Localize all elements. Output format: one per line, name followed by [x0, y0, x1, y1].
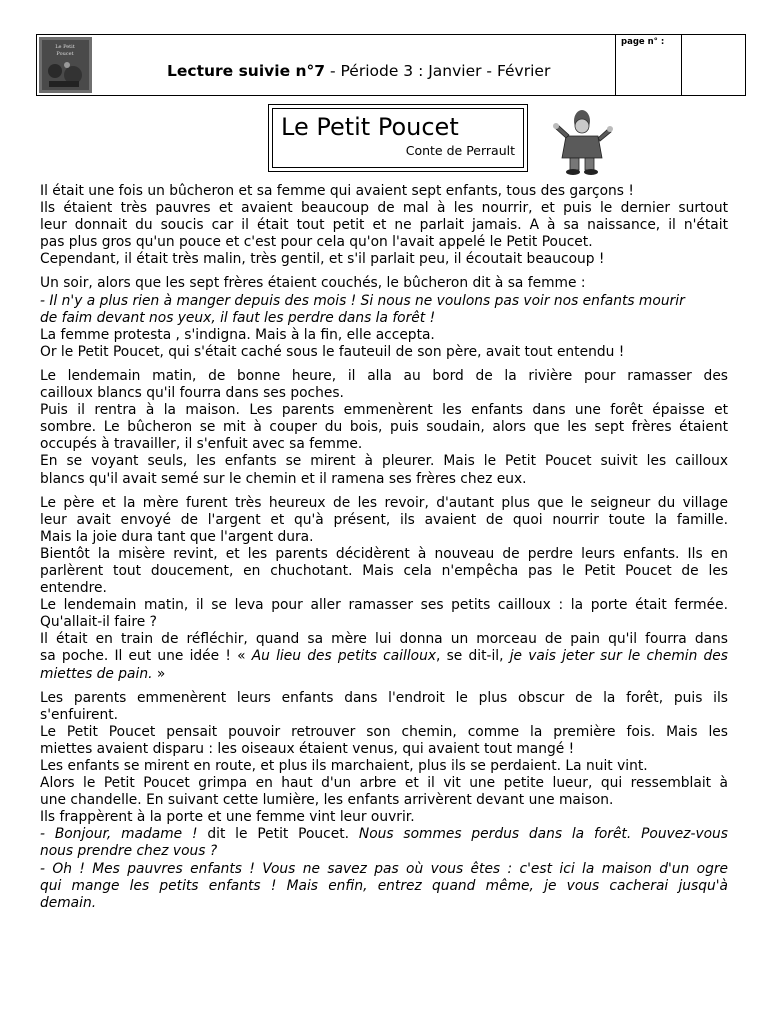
story-line: Le père et la mère furent très heureux de les revoir, d'autant plus que le seigneur du village: [40, 494, 728, 511]
story-line: Le lendemain matin, de bonne heure, il alla au bord de la rivière pour ramasser des: [40, 367, 728, 384]
page-number-field: [681, 35, 745, 95]
story-line: Ils frappèrent à la porte et une femme vint leur ouvrir.: [40, 809, 415, 826]
story-line: [40, 666, 728, 683]
story-line: Alors le Petit Poucet grimpa en haut d'un arbre et il vit une petite lueur, qui ressemblait à: [40, 775, 728, 792]
story-line: - Il n'y a plus rien à manger depuis des mois ! Si nous ne voulons pas voir nos enfants mourir: [40, 292, 685, 309]
story-line: Or le Petit Poucet, qui s'était caché sous le fauteuil de son père, avait tout entendu !: [40, 343, 625, 360]
story-line: Les parents emmenèrent leurs enfants dans l'endroit le plus obscur de la forêt, puis ils: [40, 689, 728, 706]
story-line: [40, 826, 728, 843]
story-line: Le lendemain matin, il se leva pour aller ramasser ses petits cailloux : la porte était fermée.: [40, 597, 728, 614]
story-title-box: [268, 104, 528, 172]
story-text: [40, 183, 728, 919]
story-paragraph: [40, 183, 728, 268]
story-line: La femme protesta , s'indigna. Mais à la fin, elle accepta.: [40, 326, 435, 343]
story-line: sombre. Le bûcheron se mit à couper du bois, puis soudain, alors que les sept frères étaient: [40, 419, 728, 436]
story-title: Le Petit Poucet: [281, 113, 459, 141]
book-cover-image: [39, 37, 92, 93]
story-text-run: »: [152, 665, 166, 682]
story-text-run: miettes de pain.: [40, 665, 153, 682]
story-line: Un soir, alors que les sept frères étaient couchés, le bûcheron dit à sa femme :: [40, 275, 586, 292]
story-line: pas plus gros qu'un pouce et c'est pour cela qu'on l'avait appelé le Petit Poucet.: [40, 234, 593, 251]
story-line: miettes avaient disparu : les oiseaux étaient venus, qui avaient tout mangé !: [40, 740, 575, 757]
story-line: Ils étaient très pauvres et avaient beaucoup de mal à les nourrir, et puis le dernier surtout: [40, 200, 728, 217]
page-number-label: page n° :: [621, 37, 665, 47]
story-line: Il était en train de réfléchir, quand sa mère lui donna un morceau de pain qu'il fourra dans: [40, 631, 728, 648]
story-line: qui mange les petits enfants ! Mais enfin, entrez quand même, je vous cacherai jusqu'à: [40, 877, 728, 894]
story-line: Qu'allait-il faire ?: [40, 614, 157, 631]
story-line: leur donnait du soucis car il était tout petit et ne parlait jamais. A à sa naissance, il n'était: [40, 217, 728, 234]
story-paragraph: [40, 275, 728, 360]
story-line: Cependant, il était très malin, très gentil, et s'il parlait peu, il écoutait beaucoup !: [40, 251, 605, 268]
page-number-box: [615, 35, 681, 95]
story-line: Puis il rentra à la maison. Les parents emmenèrent les enfants dans une forêt épaisse et: [40, 402, 728, 419]
petit-poucet-illustration: [552, 106, 614, 176]
story-line: blancs qu'il avait semé sur le chemin et il ramena ses frères chez eux.: [40, 470, 527, 487]
worksheet-header: [36, 34, 746, 96]
story-line: [40, 648, 728, 665]
story-text-run: je vais jeter sur le chemin des: [509, 648, 728, 665]
story-line: nous prendre chez vous ?: [40, 843, 218, 860]
story-author: Conte de Perrault: [405, 143, 515, 158]
story-line: s'enfuirent.: [40, 706, 119, 723]
story-paragraph: [40, 690, 728, 912]
story-text-run: Nous sommes perdus dans la forêt. Pouvez-vous: [358, 826, 728, 843]
story-line: Le Petit Poucet pensait pouvoir retrouver son chemin, comme la première fois. Mais les: [40, 723, 728, 740]
story-line: Il était une fois un bûcheron et sa femme qui avaient sept enfants, tous des garçons !: [40, 183, 634, 199]
story-line: En se voyant seuls, les enfants se mirent à pleurer. Mais le Petit Poucet suivit les cailloux: [40, 453, 728, 470]
story-line: Les enfants se mirent en route, et plus ils marchaient, plus ils se perdaient. La nuit vint.: [40, 758, 648, 774]
story-paragraph: [40, 495, 728, 683]
story-text-run: , se dit-il,: [436, 648, 510, 665]
story-line: cailloux blancs qu'il fourra dans ses poches.: [40, 385, 344, 402]
story-text-run: sa poche. Il eut une idée ! «: [40, 648, 252, 665]
story-line: une chandelle. En suivant cette lumière, les enfants arrivèrent devant une maison.: [40, 792, 614, 809]
story-line: parlèrent tout doucement, en chuchotant. Mais cela n'empêcha pas le Petit Poucet de les: [40, 562, 728, 579]
story-line: - Oh ! Mes pauvres enfants ! Vous ne savez pas où vous êtes : c'est ici la maison d'un ogre: [40, 860, 728, 877]
story-line: Bientôt la misère revint, et les parents décidèrent à nouveau de perdre leurs enfants. Ils en: [40, 545, 728, 562]
svg-text:Poucet: Poucet: [56, 51, 74, 57]
svg-text:Le Petit: Le Petit: [55, 44, 75, 50]
worksheet-title: Lecture suivie n°7 - Période 3 : Janvier - Février: [167, 62, 551, 80]
story-line: de faim devant nos yeux, il faut les perdre dans la forêt !: [40, 309, 436, 326]
story-text-run: Au lieu des petits cailloux: [251, 648, 437, 665]
story-line: Mais la joie dura tant que l'argent dura.: [40, 528, 314, 545]
story-line: demain.: [40, 894, 97, 911]
story-paragraph: [40, 368, 728, 488]
story-text-run: dit le Petit Poucet.: [197, 826, 359, 843]
story-line: entendre.: [40, 580, 107, 597]
story-line: leur avait envoyé de l'argent et qu'à présent, ils avaient de quoi nourrir toute la famille.: [40, 511, 728, 528]
story-line: occupés à travailler, il s'enfuit avec sa femme.: [40, 436, 363, 453]
story-text-run: - Bonjour, madame !: [40, 826, 198, 843]
